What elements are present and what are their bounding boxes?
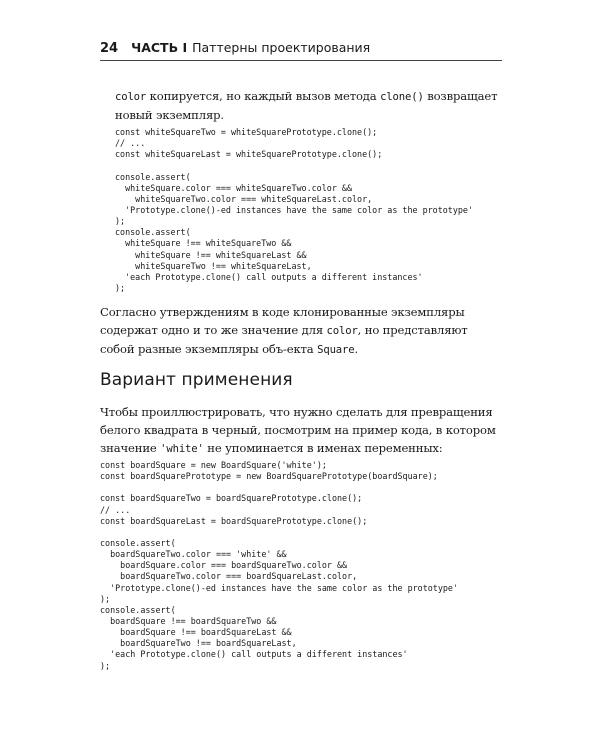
code-line: console.assert( <box>115 171 191 182</box>
code-block-2 <box>100 460 458 672</box>
paragraph-text: не упоминается в именах переменных: <box>203 441 443 455</box>
part-label: ЧАСТЬ I <box>131 40 188 55</box>
code-line: boardSquare !== boardSquareTwo && <box>100 615 277 626</box>
code-line: whiteSquareTwo.color === whiteSquareLast.color, <box>115 193 373 204</box>
code-line: console.assert( <box>115 227 191 238</box>
code-line: const boardSquarePrototype = new BoardSquarePrototype(boardSquare); <box>100 471 438 482</box>
page-number: 24 <box>100 41 119 56</box>
paragraph-text: копируется, но каждый вызов метода <box>146 89 381 103</box>
code-line: ); <box>115 216 126 227</box>
header-rule <box>100 60 502 61</box>
code-line: 'each Prototype.clone() call outputs a different instances' <box>115 271 423 282</box>
paragraph-use-case <box>100 403 502 458</box>
paragraph-text: , но представляют собой разные экземпляры объ-екта <box>100 323 468 356</box>
paragraph-conclusion <box>100 303 502 359</box>
code-line <box>100 527 458 538</box>
inline-code: clone() <box>380 91 424 103</box>
code-line: boardSquareTwo.color === boardSquareLast.color, <box>100 571 358 582</box>
inline-code: 'white' <box>160 443 204 455</box>
paragraph-text: Чтобы проиллюстрировать, что нужно сделать для превращения белого квадрата в черный, посмотрим на пример кода, в котором значение <box>100 405 496 455</box>
code-line <box>100 482 458 493</box>
code-line: whiteSquare.color === whiteSquareTwo.color && <box>115 182 352 193</box>
code-line: console.assert( <box>100 604 176 615</box>
code-line: boardSquareTwo !== boardSquareLast, <box>100 638 297 649</box>
running-header <box>100 40 502 56</box>
code-line: 'Prototype.clone()-ed instances have the same color as the prototype' <box>115 204 473 215</box>
code-line: console.assert( <box>100 537 176 548</box>
code-line: // ... <box>115 138 146 149</box>
code-line: whiteSquareTwo !== whiteSquareLast, <box>115 260 312 271</box>
paragraph-text: возвращает новый экземпляр. <box>115 89 498 122</box>
code-line: 'Prototype.clone()-ed instances have the same color as the prototype' <box>100 582 458 593</box>
section-heading: Вариант применения <box>100 370 293 390</box>
inline-code: Square <box>317 344 355 356</box>
paragraph-text: Согласно утверждениям в коде клонированные экземпляры содержат одно и то же значение для <box>100 305 465 337</box>
part-title: Паттерны проектирования <box>192 40 371 55</box>
code-line: ); <box>100 660 111 671</box>
code-line: const boardSquareLast = boardSquarePrototype.clone(); <box>100 515 368 526</box>
paragraph-intro <box>115 87 502 124</box>
code-line: boardSquare !== boardSquareLast && <box>100 627 292 638</box>
inline-code: color <box>326 325 358 337</box>
code-line: boardSquareTwo.color === 'white' && <box>100 549 287 560</box>
inline-code: color <box>115 91 147 103</box>
code-line: ); <box>115 282 126 293</box>
code-line <box>115 160 473 171</box>
code-block-1 <box>115 127 473 294</box>
code-line: whiteSquare !== whiteSquareTwo && <box>115 238 292 249</box>
code-line: const whiteSquareTwo = whiteSquarePrototype.clone(); <box>115 127 378 137</box>
code-line: const boardSquareTwo = boardSquarePrototype.clone(); <box>100 493 363 504</box>
code-line: const whiteSquareLast = whiteSquarePrototype.clone(); <box>115 149 383 160</box>
code-line: // ... <box>100 504 131 515</box>
paragraph-text: . <box>354 342 359 356</box>
code-line: boardSquare.color === boardSquareTwo.color && <box>100 560 348 571</box>
code-line: 'each Prototype.clone() call outputs a different instances' <box>100 649 408 660</box>
code-line: ); <box>100 593 111 604</box>
code-line: whiteSquare !== whiteSquareLast && <box>115 249 307 260</box>
code-line: const boardSquare = new BoardSquare('white'); <box>100 460 327 470</box>
